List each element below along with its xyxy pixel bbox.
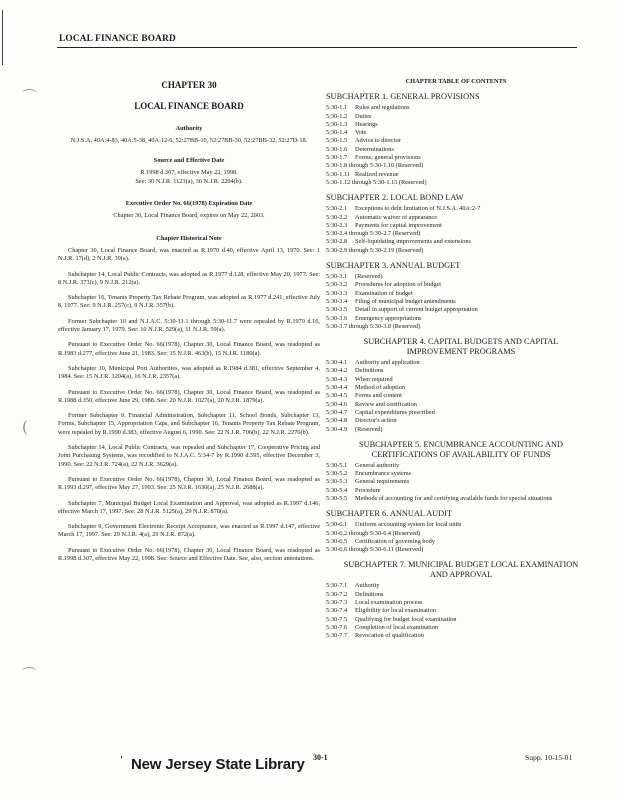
section-title: Forms and content: [355, 392, 402, 400]
toc-entry: [326, 478, 586, 486]
toc-entry: [326, 273, 586, 281]
section-number: 5:30-3.5: [326, 306, 348, 314]
authority-text: N.J.S.A. 40A:4-83, 40A:5-38, 40A:12-6, 52:27BB-10, 52:27BB-30, 52:27BB-32, 52:27D-18.: [70, 136, 308, 144]
binder-line: [2, 10, 3, 65]
page-number: 30-1: [313, 753, 328, 762]
section-title: 5:30-6.2 through 5:30-6.4 (Reserved): [326, 529, 421, 537]
section-title: Emergency appropriations: [355, 314, 422, 322]
toc-entry: [326, 298, 586, 306]
section-number: 5:30-1.7: [326, 154, 348, 162]
section-title: (Reserved): [355, 273, 383, 281]
chapter-number: CHAPTER 30: [161, 80, 217, 90]
section-number: 5:30-3.6: [326, 314, 348, 322]
toc-entry: [326, 113, 586, 121]
section-number: 5:30-1.2: [326, 112, 348, 120]
library-stamp: New Jersey State Library: [131, 756, 305, 773]
section-number: 5:30-1.6: [326, 145, 348, 153]
scan-mark: ⌒: [22, 88, 38, 106]
source-line: R.1998 d.307, effective May 22, 1998.: [140, 169, 238, 177]
section-number: 5:30-3.1: [326, 273, 348, 281]
section-number: 5:30-5.1: [326, 461, 348, 469]
section-number: 5:30-1.3: [326, 120, 348, 128]
section-title: Determinations: [355, 145, 394, 153]
section-title: 5:30-2.4 through 5:30-2.7 (Reserved): [326, 230, 421, 238]
history-paragraph: Subchapter 10, Municipal Port Authorities, was adopted as R.1984 d.381, effective September 4, 1984. See: 15 N.J.R. 1204(a), 16 N.J.R. 2357(a).: [58, 364, 320, 381]
section-title: 5:30-1.12 through 5:30-1.15 (Reserved): [326, 178, 427, 186]
subchapter-heading: SUBCHAPTER 6. ANNUAL AUDIT: [326, 509, 452, 519]
section-number: 5:30-1.5: [326, 137, 348, 145]
subchapter-heading: SUBCHAPTER 3. ANNUAL BUDGET: [326, 261, 461, 271]
toc-entry: [326, 247, 586, 255]
toc-entry: [326, 306, 586, 314]
history-paragraph: Pursuant to Executive Order No. 66(1978), Chapter 30, Local Finance Board, was readopted as R.1983 d.277, effective June 21, 1983. See: 15 N.J.R. 463(b), 15 N.J.R. 1180(a).: [58, 341, 320, 357]
section-title: General requirements: [355, 478, 410, 486]
section-number: 5:30-2.3: [326, 221, 348, 229]
history-paragraph: Subchapter 14, Local Public Contracts, was adopted as R.1977 d.128, effective May 20, 1977. See: 8 N.J.R. 371(c), 9 N.J.R. 212(a).: [58, 270, 320, 286]
section-number: 5:30-4.4: [326, 384, 348, 392]
section-number: 5:30-4.9: [326, 425, 348, 433]
section-title: Exceptions to debt limitation of N.J.S.A. 40A:2-7: [355, 205, 481, 213]
section-title: 5:30-3.7 through 5:30-3.8 (Reserved): [326, 322, 421, 330]
section-title: Procedures for adoption of budget: [355, 281, 442, 289]
toc-entry: [326, 426, 586, 434]
toc-entry: [326, 487, 586, 495]
toc-entry: [326, 162, 586, 170]
section-number: 5:30-5.5: [326, 494, 348, 502]
toc-entry: [326, 462, 586, 470]
history-paragraph: Former Subchapter 10 and N.J.A.C. 5:30-11.1 through 5:30-11.7 were repealed by R.1979 d.16, effective January 17, 1979. See: 10 N.J.R. 529(a), 11 N.J.R. 59(a).: [58, 317, 320, 334]
toc-entry: [326, 616, 586, 624]
section-number: 5:30-7.6: [326, 623, 348, 631]
section-title: Review and certification: [355, 400, 417, 408]
eo-text: Chapter 30, Local Finance Board, expires on May 22, 2003.: [113, 212, 265, 220]
history-paragraph: Subchapter 16, Tenants Property Tax Rebate Program, was adopted as R.1977 d.241, effective July 8, 1977. See: 9 N.J.R. 257(c), 9 N.J.R. 357(b).: [58, 294, 320, 310]
history-paragraph: Subchapter 14, Local Public Contracts, was repealed and Subchapter 17, Cooperative Pricing and Joint Purchasing Systems, was recodified to N.J.A.C. 5:34-7 by R.1990 d.595, effective December 3, 1990. See: 22 N.J.R. 724(a), 22 N.J.R. 3629(a).: [58, 444, 320, 468]
right-column: [326, 72, 586, 641]
section-title: Encumbrance systems: [355, 470, 412, 478]
section-title: Authority: [355, 582, 380, 590]
history-paragraph: Pursuant to Executive Order No. 66(1978), Chapter 30, Local Finance Board, was readopted as R.1993 d.297, effective May 27, 1993. See: 25 N.J.R. 1630(a), 25 N.J.R. 2688(a).: [58, 475, 320, 492]
section-title: Local examination process: [355, 599, 423, 607]
subchapter-heading: SUBCHAPTER 5. ENCUMBRANCE ACCOUNTING AND CERTIFICATIONS OF AVAILABILITY OF FUNDS: [359, 439, 563, 459]
toc-entry: [326, 281, 586, 289]
section-number: 5:30-7.5: [326, 615, 348, 623]
section-number: 5:30-2.1: [326, 205, 348, 213]
section-title: Director's action: [355, 417, 397, 425]
running-header: LOCAL FINANCE BOARD: [59, 34, 176, 44]
section-number: 5:30-5.3: [326, 478, 348, 486]
toc-entry: [326, 392, 586, 400]
section-number: 5:30-7.1: [326, 582, 348, 590]
section-number: 5:30-1.11: [326, 170, 351, 178]
section-number: 5:30-4.8: [326, 417, 348, 425]
section-title: 5:30-6.6 through 5:30-6.11 (Reserved): [326, 546, 424, 554]
section-title: Examination of budget: [355, 289, 413, 297]
toc-entry: [326, 495, 586, 503]
history-paragraph: Pursuant to Executive Order No. 66(1978), Chapter 30, Local Finance Board, was readopted as R.1998 d.307, effective May 22, 1998. See: Source and Effective Date. See, also, section annotations.: [58, 546, 320, 562]
section-number: 5:30-4.7: [326, 408, 348, 416]
section-title: Detail in support of current budget appropriation: [355, 306, 478, 314]
section-number: 5:30-4.2: [326, 367, 348, 375]
section-title: Uniform accounting system for local units: [355, 521, 462, 529]
eo-heading: Executive Order No. 66(1978) Expiration Date: [125, 200, 253, 208]
section-title: Advice to director: [355, 137, 401, 145]
toc-entry: [326, 154, 586, 162]
section-number: 5:30-3.4: [326, 297, 348, 305]
toc-entry: [326, 171, 586, 179]
toc-entry: [326, 359, 586, 367]
toc-entry: [326, 205, 586, 213]
toc-entry: [326, 323, 586, 331]
section-title: Realized revenue: [355, 170, 399, 178]
history-paragraph: Former Subchapter 9, Financial Administration, Subchapter 11, School Bonds, Subchapter 13, Forms, Subchapter 15, Appropriation Caps, and Subchapter 16, Tenants Property Tax Rebate Program, were repealed by R.1990 d.383, effective August 6, 1990. See: 22 N.J.R. 706(b), 22 N.J.R. 2276(b).: [58, 412, 320, 436]
history-paragraph: Chapter 30, Local Finance Board, was enacted as R.1970 d.40, effective April 13, 1970. See: 1 N.J.R. 17(d), 2 N.J.R. 39(a).: [58, 246, 320, 263]
toc-entry: [326, 546, 586, 554]
section-title: Qualifying for budget local examination: [355, 615, 457, 623]
section-title: Methods of accounting for and certifying available funds for special situations: [355, 494, 553, 502]
section-number: 5:30-5.2: [326, 470, 348, 478]
section-title: Eligibility for local examination: [355, 607, 436, 615]
section-number: 5:30-7.3: [326, 599, 348, 607]
toc-entry: [326, 607, 586, 615]
toc-entry: [326, 401, 586, 409]
section-title: Completion of local examination: [355, 623, 439, 631]
authority-heading: Authority: [175, 124, 203, 132]
history-paragraph: Subchapter 7, Municipal Budget Local Examination and Approval, was adopted as R.1997 d.146, effective March 17, 1997. See: 28 N.J.R. 5125(a), 29 N.J.R. 870(a).: [58, 499, 320, 515]
toc-body: [326, 92, 586, 640]
subchapter-heading: SUBCHAPTER 2. LOCAL BOND LAW: [326, 193, 464, 203]
toc-entry: [326, 530, 586, 538]
section-title: Revocation of qualification: [355, 632, 424, 640]
toc-entry: [326, 624, 586, 632]
toc-entry: [326, 470, 586, 478]
section-title: (Reserved): [355, 425, 383, 433]
section-number: 5:30-1.4: [326, 129, 348, 137]
toc-entry: [326, 137, 586, 145]
library-mark: ': [120, 754, 124, 766]
section-number: 5:30-1.1: [326, 104, 348, 112]
toc-entry: [326, 521, 586, 529]
section-number: 5:30-4.6: [326, 400, 348, 408]
toc-entry: [326, 582, 586, 590]
section-title: Payments for capital improvement: [355, 221, 442, 229]
toc-entry: [326, 238, 586, 246]
section-title: Hearings: [355, 120, 378, 128]
toc-entry: [326, 367, 586, 375]
header-rule: [57, 47, 577, 48]
toc-entry: [326, 146, 586, 154]
subchapter-heading: SUBCHAPTER 7. MUNICIPAL BUDGET LOCAL EXAMINATION AND APPROVAL: [343, 560, 579, 580]
toc-entry: [326, 315, 586, 323]
section-title: Definitions: [355, 590, 384, 598]
section-title: Capital expenditures prescribed: [355, 408, 435, 416]
toc-entry: [326, 417, 586, 425]
section-number: 5:30-2.2: [326, 213, 348, 221]
section-number: 5:30-4.3: [326, 375, 348, 383]
section-number: 5:30-7.7: [326, 632, 348, 640]
section-number: 5:30-3.2: [326, 281, 348, 289]
section-title: Rules and regulations: [355, 104, 410, 112]
section-title: Duties: [355, 112, 372, 120]
subchapter-heading: SUBCHAPTER 4. CAPITAL BUDGETS AND CAPITAL IMPROVEMENT PROGRAMS: [363, 337, 559, 357]
section-number: 5:30-6.1: [326, 521, 348, 529]
subchapter-heading: SUBCHAPTER 1. GENERAL PROVISIONS: [326, 92, 480, 102]
section-number: 5:30-4.5: [326, 392, 348, 400]
toc-entry: [326, 121, 586, 129]
section-number: 5:30-3.3: [326, 289, 348, 297]
toc-entry: [326, 409, 586, 417]
section-title: 5:30-2.9 through 5:30-2.19 (Reserved): [326, 246, 424, 254]
scan-mark: ⌒: [22, 666, 38, 684]
toc-entry: [326, 591, 586, 599]
left-column: [58, 72, 320, 570]
section-title: Procedure: [355, 486, 381, 494]
chapter-title: LOCAL FINANCE BOARD: [134, 101, 244, 112]
source-line: See: 30 N.J.R. 1123(a), 30 N.J.R. 2204(b).: [135, 177, 243, 185]
section-title: Vote: [355, 129, 367, 137]
toc-entry: [326, 599, 586, 607]
section-title: Definitions: [355, 367, 384, 375]
toc-entry: [326, 104, 586, 112]
toc-entry: [326, 179, 586, 187]
toc-entry: [326, 538, 586, 546]
section-number: 5:30-7.4: [326, 607, 348, 615]
history-paragraph: Subchapter 9, Government Electronic Receipt Acceptance, was enacted as R.1997 d.147, effective March 17, 1997. See: 29 N.J.R. 4(a), 29 N.J.R. 872(a).: [58, 523, 320, 539]
section-title: Automatic waiver of appearance: [355, 213, 437, 221]
section-title: Certification of governing body: [355, 537, 435, 545]
toc-entry: [326, 230, 586, 238]
toc-entry: [326, 376, 586, 384]
toc-entry: [326, 214, 586, 222]
section-title: Filing of municipal budget amendments: [355, 297, 456, 305]
history-notes: [58, 247, 320, 563]
section-number: 5:30-6.5: [326, 537, 348, 545]
section-number: 5:30-7.2: [326, 590, 348, 598]
toc-entry: [326, 384, 586, 392]
source-heading: Source and Effective Date: [153, 157, 225, 165]
section-title: Authority and application: [355, 359, 420, 367]
toc-title: CHAPTER TABLE OF CONTENTS: [405, 78, 507, 85]
section-number: 5:30-5.4: [326, 486, 348, 494]
section-title: 5:30-1.8 through 5:30-1.10 (Reserved): [326, 162, 424, 170]
toc-entry: [326, 290, 586, 298]
supplement-date: Supp. 10-15-01: [525, 753, 573, 762]
history-heading: Chapter Historical Note: [156, 234, 222, 242]
section-title: Forms; general provisions: [355, 154, 421, 162]
toc-entry: [326, 222, 586, 230]
section-number: 5:30-2.8: [326, 238, 348, 246]
scan-mark: (: [22, 418, 28, 436]
section-title: Self-liquidating improvements and extensions: [355, 238, 471, 246]
toc-entry: [326, 129, 586, 137]
section-number: 5:30-4.1: [326, 359, 348, 367]
section-title: Method of adoption: [355, 384, 406, 392]
section-title: General authority: [355, 461, 400, 469]
history-paragraph: Pursuant to Executive Order No. 66(1978), Chapter 30, Local Finance Board, was readopted as R.1988 d.350, effective June 29, 1988. See: 20 N.J.R. 1027(a), 20 N.J.R. 1879(a).: [58, 388, 320, 404]
section-title: When required: [355, 375, 393, 383]
toc-entry: [326, 632, 586, 640]
